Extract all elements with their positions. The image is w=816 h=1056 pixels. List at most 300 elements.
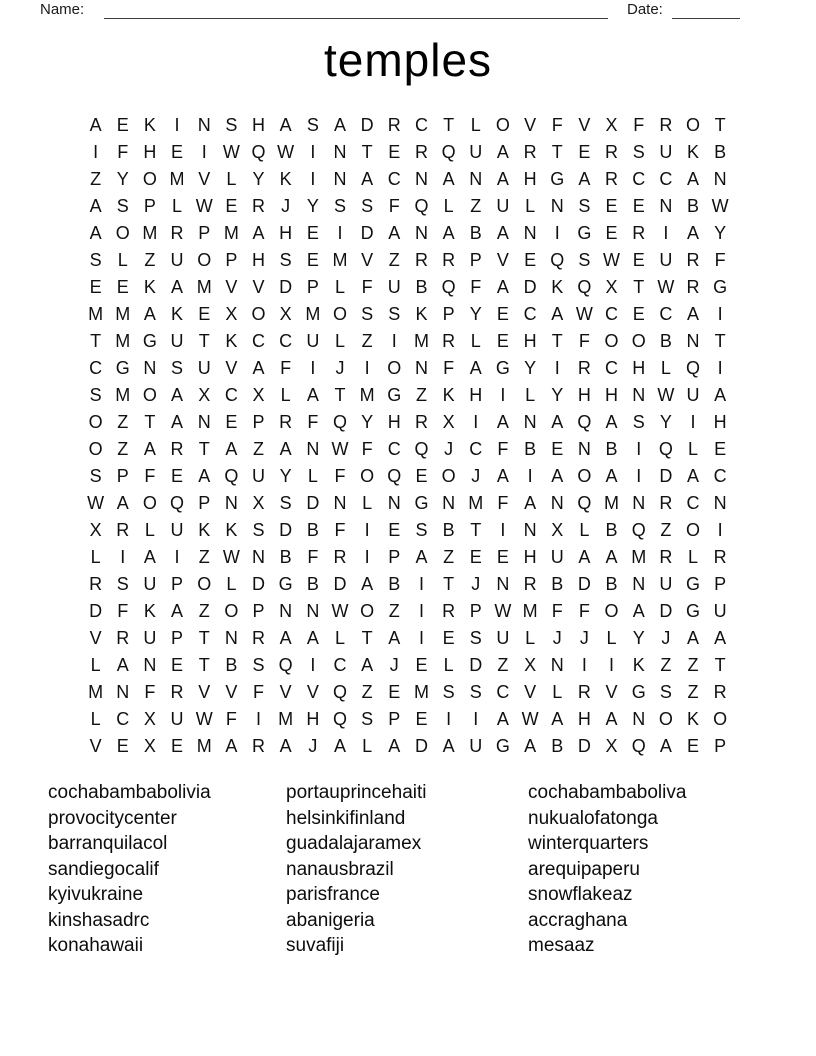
grid-cell-r21-c24: T [714,654,726,675]
name-label: Name: [40,1,85,18]
grid-cell-r8-c4: K [171,303,184,324]
grid-cell-r23-c6: F [225,708,237,729]
grid-cell-r15-c2: A [116,492,129,513]
grid-cell-r19-c18: F [551,600,563,621]
grid-cell-r11-c3: O [142,384,157,405]
grid-cell-r12-c6: E [225,411,238,432]
grid-cell-r21-c10: C [333,654,347,675]
grid-cell-r16-c8: D [279,519,293,540]
grid-cell-r22-c1: M [88,681,104,702]
grid-cell-r23-c11: S [361,708,374,729]
grid-cell-r18-c3: U [143,573,157,594]
grid-cell-r12-c18: A [551,411,564,432]
grid-cell-r1-c22: R [659,114,673,135]
grid-cell-r14-c16: A [496,465,509,486]
grid-cell-r16-c9: B [306,519,319,540]
grid-cell-r15-c7: X [252,492,265,513]
grid-cell-r20-c4: P [171,627,184,648]
grid-cell-r1-c7: H [252,114,266,135]
grid-cell-r11-c13: Z [415,384,427,405]
grid-cell-r15-c13: G [414,492,429,513]
grid-cell-r3-c9: I [310,168,316,189]
grid-cell-r14-c15: J [471,465,481,486]
grid-cell-r17-c19: A [578,546,591,567]
grid-cell-r9-c5: T [198,330,210,351]
grid-cell-r5-c23: A [687,222,700,243]
grid-cell-r9-c13: M [413,330,429,351]
grid-cell-r20-c21: Y [632,627,645,648]
grid-cell-r12-c4: A [171,411,184,432]
grid-cell-r22-c20: V [605,681,618,702]
grid-cell-r17-c14: Z [443,546,455,567]
grid-cell-r6-c8: S [279,249,292,270]
grid-cell-r15-c5: P [198,492,211,513]
grid-cell-r1-c11: D [360,114,374,135]
grid-cell-r17-c6: W [222,546,240,567]
grid-cell-r22-c17: V [524,681,537,702]
grid-cell-r20-c20: L [606,627,617,648]
grid-cell-r11-c19: H [577,384,591,405]
grid-cell-r13-c5: T [198,438,210,459]
grid-cell-r19-c4: A [171,600,184,621]
word-bank-column-1 [48,780,211,959]
grid-cell-r7-c15: F [470,276,482,297]
grid-cell-r14-c21: I [636,465,642,486]
grid-cell-r7-c9: P [306,276,319,297]
grid-cell-r8-c3: A [143,303,156,324]
grid-cell-r8-c7: O [251,303,266,324]
grid-cell-r18-c10: D [333,573,347,594]
grid-cell-r8-c14: P [442,303,455,324]
grid-cell-r22-c11: Z [361,681,373,702]
grid-cell-r19-c21: A [632,600,645,621]
grid-cell-r9-c17: H [523,330,537,351]
grid-cell-r10-c2: G [115,357,130,378]
grid-cell-r12-c14: X [442,411,455,432]
grid-cell-r2-c6: W [222,141,240,162]
grid-cell-r4-c21: E [632,195,645,216]
grid-cell-r13-c1: O [88,438,103,459]
grid-cell-r5-c14: A [442,222,455,243]
grid-cell-r13-c24: E [714,438,727,459]
grid-cell-r16-c14: B [442,519,455,540]
grid-cell-r1-c12: R [387,114,401,135]
grid-cell-r17-c21: M [631,546,647,567]
grid-cell-r16-c1: X [89,519,102,540]
grid-cell-r7-c4: A [171,276,184,297]
grid-cell-r17-c23: L [688,546,699,567]
grid-cell-r2-c10: N [333,141,347,162]
grid-cell-r8-c18: A [551,303,564,324]
grid-cell-r12-c2: Z [117,411,129,432]
grid-cell-r5-c6: M [223,222,239,243]
grid-cell-r3-c2: Y [116,168,129,189]
grid-cell-r18-c18: B [551,573,564,594]
grid-cell-r4-c11: S [361,195,374,216]
grid-cell-r24-c5: M [196,735,212,756]
grid-cell-r3-c5: V [198,168,211,189]
grid-cell-r10-c8: F [280,357,292,378]
grid-cell-r9-c18: T [551,330,563,351]
grid-cell-r6-c3: Z [144,249,156,270]
grid-cell-r11-c6: C [224,384,238,405]
grid-cell-r2-c1: I [93,141,99,162]
grid-cell-r10-c11: I [364,357,370,378]
grid-cell-r22-c24: R [713,681,727,702]
grid-cell-r17-c17: H [523,546,537,567]
grid-cell-r7-c22: W [657,276,675,297]
grid-cell-r18-c17: R [523,573,537,594]
grid-cell-r2-c24: B [714,141,727,162]
word-bank-item: kyivukraine [48,884,144,905]
grid-cell-r12-c10: Q [332,411,347,432]
grid-cell-r24-c20: X [605,735,618,756]
grid-cell-r24-c7: R [252,735,266,756]
grid-cell-r24-c6: A [225,735,238,756]
grid-cell-r14-c6: Q [224,465,239,486]
word-bank-item: barranquilacol [48,833,168,854]
grid-cell-r14-c22: D [659,465,673,486]
grid-cell-r21-c21: K [632,654,645,675]
grid-cell-r23-c7: I [256,708,262,729]
grid-cell-r7-c20: X [605,276,618,297]
grid-cell-r9-c6: K [225,330,238,351]
grid-cell-r11-c10: T [334,384,346,405]
grid-cell-r12-c7: P [252,411,265,432]
grid-cell-r15-c12: N [387,492,401,513]
word-bank-item: abanigeria [286,909,375,931]
grid-cell-r24-c24: P [714,735,727,756]
grid-cell-r2-c22: U [659,141,673,162]
grid-cell-r4-c20: E [605,195,618,216]
grid-cell-r8-c19: W [575,303,593,324]
grid-cell-r8-c10: O [332,303,347,324]
grid-cell-r9-c20: O [604,330,619,351]
grid-cell-r14-c9: L [307,465,318,486]
grid-cell-r24-c8: A [279,735,292,756]
grid-cell-r3-c3: O [142,168,157,189]
grid-cell-r10-c22: L [660,357,671,378]
grid-cell-r13-c11: F [361,438,373,459]
grid-cell-r8-c17: C [523,303,537,324]
grid-cell-r7-c6: V [225,276,238,297]
grid-cell-r5-c10: I [337,222,343,243]
grid-cell-r15-c10: N [333,492,347,513]
grid-cell-r5-c7: A [252,222,265,243]
grid-cell-r14-c4: E [171,465,184,486]
grid-cell-r7-c19: Q [577,276,592,297]
grid-cell-r21-c19: I [581,654,587,675]
grid-cell-r14-c23: A [687,465,700,486]
grid-cell-r20-c1: V [89,627,102,648]
grid-cell-r22-c5: V [198,681,211,702]
grid-cell-r2-c18: T [551,141,563,162]
grid-cell-r7-c7: V [252,276,265,297]
grid-cell-r1-c3: K [143,114,156,135]
grid-cell-r19-c16: W [494,600,512,621]
grid-cell-r14-c5: A [198,465,211,486]
grid-cell-r14-c19: O [577,465,592,486]
grid-cell-r23-c20: A [605,708,618,729]
grid-cell-r2-c8: W [277,141,295,162]
grid-cell-r17-c18: U [550,546,564,567]
grid-cell-r12-c19: Q [577,411,592,432]
grid-cell-r9-c19: F [578,330,590,351]
grid-cell-r2-c13: R [414,141,428,162]
grid-cell-r15-c19: Q [577,492,592,513]
grid-cell-r14-c17: I [527,465,533,486]
grid-cell-r5-c8: H [279,222,293,243]
grid-cell-r24-c18: B [551,735,564,756]
grid-cell-r22-c12: E [388,681,401,702]
grid-cell-r18-c9: B [306,573,319,594]
grid-cell-r10-c6: V [225,357,238,378]
grid-cell-r12-c3: T [144,411,156,432]
grid-cell-r23-c16: A [496,708,509,729]
word-bank-item: mesaaz [528,935,595,956]
grid-cell-r24-c17: A [524,735,537,756]
grid-cell-r1-c16: O [495,114,510,135]
grid-cell-r14-c7: U [252,465,266,486]
grid-cell-r17-c15: E [469,546,482,567]
grid-cell-r18-c20: B [605,573,618,594]
grid-cell-r16-c4: U [170,519,184,540]
grid-cell-r13-c14: J [444,438,454,459]
grid-cell-r18-c14: T [443,573,455,594]
grid-cell-r14-c11: O [360,465,375,486]
grid-cell-r14-c10: F [334,465,346,486]
grid-cell-r1-c2: E [116,114,129,135]
grid-cell-r8-c21: E [632,303,645,324]
grid-cell-r22-c23: Z [687,681,699,702]
grid-cell-r5-c12: A [388,222,401,243]
grid-cell-r13-c2: Z [117,438,129,459]
grid-cell-r23-c12: P [388,708,401,729]
grid-cell-r13-c16: F [497,438,509,459]
grid-cell-r11-c21: N [632,384,646,405]
grid-cell-r4-c1: A [89,195,102,216]
grid-cell-r18-c15: J [471,573,481,594]
grid-cell-r21-c7: S [252,654,265,675]
grid-cell-r20-c14: E [442,627,455,648]
grid-cell-r20-c23: A [687,627,700,648]
grid-cell-r11-c4: A [171,384,184,405]
grid-cell-r20-c11: T [361,627,373,648]
word-bank-item: winterquarters [528,833,649,854]
grid-cell-r5-c18: I [554,222,560,243]
grid-cell-r14-c24: C [713,465,727,486]
grid-cell-r6-c18: Q [550,249,565,270]
grid-cell-r7-c12: U [387,276,401,297]
grid-cell-r7-c16: A [496,276,509,297]
grid-cell-r5-c9: E [306,222,319,243]
grid-cell-r11-c8: L [280,384,291,405]
grid-cell-r10-c17: Y [524,357,537,378]
grid-cell-r4-c12: F [388,195,400,216]
grid-cell-r4-c7: R [252,195,266,216]
grid-cell-r1-c23: O [686,114,701,135]
grid-cell-r20-c2: R [116,627,130,648]
grid-cell-r11-c22: W [657,384,675,405]
grid-cell-r4-c19: S [578,195,591,216]
grid-cell-r18-c2: S [116,573,129,594]
grid-cell-r6-c5: O [197,249,212,270]
grid-cell-r14-c14: O [441,465,456,486]
grid-cell-r6-c6: P [225,249,238,270]
grid-cell-r19-c9: N [306,600,320,621]
grid-cell-r20-c7: R [252,627,266,648]
grid-cell-r19-c17: M [522,600,538,621]
grid-cell-r23-c8: M [278,708,294,729]
grid-cell-r23-c14: I [446,708,452,729]
grid-cell-r5-c17: N [523,222,537,243]
grid-cell-r17-c12: P [388,546,401,567]
grid-cell-r18-c8: G [278,573,293,594]
grid-cell-r15-c23: C [686,492,700,513]
grid-cell-r22-c3: F [144,681,156,702]
grid-cell-r15-c17: A [524,492,537,513]
grid-cell-r12-c5: N [197,411,211,432]
grid-cell-r3-c20: R [605,168,619,189]
grid-cell-r2-c7: Q [251,141,266,162]
grid-cell-r8-c6: X [225,303,238,324]
grid-cell-r9-c10: L [334,330,345,351]
grid-cell-r6-c1: S [89,249,102,270]
grid-cell-r24-c16: G [495,735,510,756]
grid-cell-r12-c23: I [690,411,696,432]
grid-cell-r11-c24: A [714,384,727,405]
grid-cell-r20-c9: A [306,627,319,648]
grid-cell-r2-c14: Q [441,141,456,162]
grid-cell-r22-c9: V [306,681,319,702]
grid-cell-r2-c19: E [578,141,591,162]
grid-cell-r3-c1: Z [90,168,102,189]
grid-cell-r19-c7: P [252,600,265,621]
grid-cell-r4-c5: W [195,195,213,216]
grid-cell-r8-c5: E [198,303,211,324]
grid-cell-r22-c10: Q [332,681,347,702]
grid-cell-r24-c22: A [659,735,672,756]
grid-cell-r19-c15: P [469,600,482,621]
grid-cell-r3-c10: N [333,168,347,189]
grid-cell-r6-c11: V [361,249,374,270]
grid-cell-r18-c24: P [714,573,727,594]
grid-cell-r17-c16: E [496,546,509,567]
grid-cell-r13-c19: N [577,438,591,459]
grid-cell-r11-c14: K [442,384,455,405]
grid-cell-r17-c20: A [605,546,618,567]
grid-cell-r9-c23: N [686,330,700,351]
grid-cell-r23-c24: O [713,708,728,729]
grid-cell-r3-c11: A [361,168,374,189]
grid-cell-r10-c10: J [335,357,345,378]
grid-cell-r8-c1: M [88,303,104,324]
grid-cell-r4-c14: L [443,195,454,216]
grid-cell-r16-c19: L [579,519,590,540]
puzzle-title: temples [323,34,493,86]
grid-cell-r3-c7: Y [252,168,265,189]
grid-cell-r21-c9: I [310,654,316,675]
grid-cell-r21-c5: T [198,654,210,675]
grid-cell-r6-c13: R [414,249,428,270]
grid-cell-r17-c7: N [252,546,266,567]
grid-cell-r1-c5: N [197,114,211,135]
word-bank-item: guadalajaramex [286,833,422,854]
grid-cell-r9-c3: G [142,330,157,351]
word-bank-column-3 [528,780,686,959]
grid-cell-r6-c22: U [659,249,673,270]
grid-cell-r24-c1: V [89,735,102,756]
grid-cell-r18-c1: R [89,573,103,594]
grid-cell-r4-c3: P [143,195,156,216]
grid-cell-r20-c19: J [579,627,589,648]
grid-cell-r7-c18: K [551,276,564,297]
grid-cell-r13-c17: B [524,438,537,459]
grid-cell-r20-c18: J [552,627,562,648]
grid-cell-r12-c8: R [279,411,293,432]
grid-cell-r1-c17: V [524,114,537,135]
grid-cell-r2-c2: F [117,141,129,162]
grid-cell-r22-c7: F [253,681,265,702]
grid-cell-r16-c2: R [116,519,130,540]
grid-cell-r4-c13: Q [414,195,429,216]
grid-cell-r16-c12: E [388,519,401,540]
grid-cell-r6-c7: H [252,249,266,270]
grid-cell-r24-c2: E [116,735,129,756]
grid-cell-r22-c22: S [659,681,672,702]
grid-cell-r16-c23: O [686,519,701,540]
grid-cell-r1-c21: F [633,114,645,135]
grid-cell-r8-c20: C [605,303,619,324]
name-fill-line [104,0,608,19]
date-label: Date: [627,1,663,18]
grid-cell-r13-c22: Q [658,438,673,459]
grid-cell-r2-c11: T [361,141,373,162]
grid-cell-r5-c15: B [469,222,482,243]
grid-cell-r21-c8: Q [278,654,293,675]
grid-cell-r13-c23: L [688,438,699,459]
grid-cell-r7-c2: E [116,276,129,297]
grid-cell-r11-c11: M [359,384,375,405]
grid-cell-r21-c2: A [116,654,129,675]
grid-cell-r24-c21: Q [631,735,646,756]
grid-cell-r24-c14: A [442,735,455,756]
grid-cell-r7-c17: D [523,276,537,297]
grid-cell-r21-c18: N [550,654,564,675]
grid-cell-r12-c12: H [387,411,401,432]
grid-cell-r23-c1: L [90,708,101,729]
grid-cell-r20-c13: I [418,627,424,648]
grid-cell-r19-c13: I [418,600,424,621]
grid-cell-r23-c17: W [521,708,539,729]
grid-cell-r15-c15: M [468,492,484,513]
grid-cell-r19-c3: K [143,600,156,621]
grid-cell-r18-c21: N [632,573,646,594]
grid-cell-r13-c21: I [636,438,642,459]
grid-cell-r17-c1: L [90,546,101,567]
grid-cell-r10-c24: I [717,357,723,378]
word-bank-item: nukualofatonga [528,807,658,829]
grid-cell-r11-c18: Y [551,384,564,405]
grid-cell-r24-c10: A [333,735,346,756]
grid-cell-r10-c16: G [495,357,510,378]
grid-cell-r4-c4: L [172,195,183,216]
grid-cell-r15-c9: D [306,492,320,513]
grid-cell-r11-c5: X [198,384,211,405]
grid-cell-r12-c13: R [414,411,428,432]
grid-cell-r23-c22: O [658,708,673,729]
grid-cell-r19-c11: O [360,600,375,621]
